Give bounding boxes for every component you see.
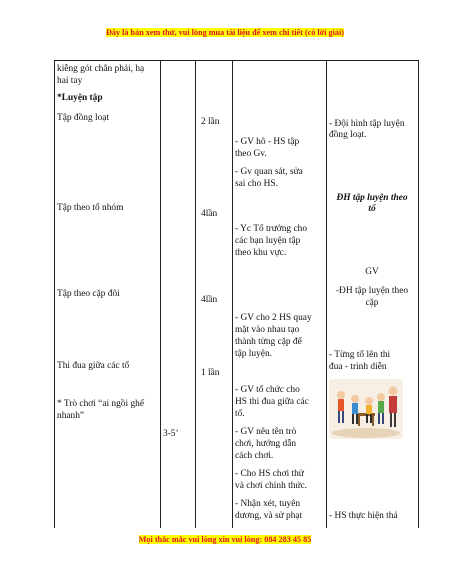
- preview-banner-text: Đây là bản xem thử, vui lòng mua tài liệu để xem chi tiết (có lời giải): [105, 28, 344, 37]
- teacher-activity: - Nhận xét, tuyên: [235, 499, 301, 509]
- practice-item-compete: Thi đua giữa các tổ: [57, 361, 130, 371]
- teacher-activity: cách chơi.: [235, 451, 274, 461]
- section-heading: *Luyện tập: [57, 93, 103, 103]
- teacher-activity: - GV nêu tên trò: [235, 427, 297, 437]
- repetitions: 1 lần: [201, 368, 220, 378]
- teacher-activity: thành từng cặp để: [235, 337, 302, 347]
- formation-text: - Đội hình tập luyện: [329, 119, 405, 129]
- intro-text: kiễng gót chân phải, hạ: [57, 64, 145, 74]
- teacher-activity: chơi, hướng dẫn: [235, 439, 297, 449]
- teacher-activity: theo Gv.: [235, 149, 267, 159]
- teacher-activity: các bạn luyện tập: [235, 236, 301, 246]
- preview-banner: [0, 28, 450, 37]
- practice-item-pair: Tập theo cặp đôi: [57, 289, 120, 299]
- practice-item-all: Tập đồng loạt: [57, 113, 110, 123]
- teacher-activity: - GV cho 2 HS quay: [235, 313, 312, 323]
- repetitions: 4lần: [201, 295, 218, 305]
- intro-text: hai tay: [57, 76, 83, 86]
- teacher-activity: HS thi đua giữa các: [235, 397, 309, 407]
- teacher-activity: - GV hô - HS tập: [235, 137, 300, 147]
- formation-text: [329, 129, 367, 141]
- formation-text: - HS thực hiện thả: [329, 511, 398, 521]
- game-item: nhanh”: [57, 411, 85, 421]
- teacher-activity: dương, và sử phạt: [235, 511, 303, 521]
- game-item: * Trò chơi “ai ngồi ghế: [57, 399, 144, 409]
- formation-text: đua - trình diễn: [329, 362, 387, 372]
- repetitions: 2 lần: [201, 117, 220, 127]
- teacher-activity: - Cho HS chơi thử: [235, 469, 304, 479]
- formation-title: cặp: [365, 298, 379, 308]
- teacher-activity: - Yc Tổ trưởng cho: [235, 224, 308, 234]
- teacher-activity: tổ.: [235, 409, 245, 419]
- column-divider: [160, 61, 161, 528]
- teacher-activity: - GV tổ chức cho: [235, 385, 300, 395]
- practice-item-group: Tập theo tổ nhóm: [57, 203, 124, 213]
- children-game-icon: [329, 379, 403, 439]
- students-playing-illustration: [329, 379, 403, 439]
- contact-banner: [0, 535, 450, 544]
- contact-banner-text: Mọi thắc mắc vui lòng xin vui lòng: 084 283 45 85: [138, 535, 312, 544]
- teacher-activity: mặt vào nhau tạo: [235, 325, 300, 335]
- column-divider: [195, 61, 196, 528]
- teacher-activity: sai cho HS.: [235, 179, 278, 189]
- repetitions: 4lần: [201, 209, 218, 219]
- teacher-label: GV: [365, 267, 379, 277]
- formation-text: đồng loạt.: [329, 130, 367, 140]
- formation-title: ĐH tập luyện theo: [336, 193, 408, 203]
- teacher-activity: theo khu vực.: [235, 248, 287, 258]
- teacher-activity: và chơi chính thức.: [235, 481, 307, 491]
- duration: 3-5’: [163, 429, 179, 439]
- formation-title: tổ: [368, 204, 376, 214]
- teacher-activity: tập luyện.: [235, 349, 272, 359]
- formation-title: -ĐH tập luyện theo: [335, 286, 409, 296]
- formation-text: - Từng tổ lên thi: [329, 350, 391, 360]
- column-divider: [232, 61, 233, 528]
- lesson-table: [54, 60, 419, 528]
- teacher-activity: - Gv quan sát, sửa: [235, 167, 303, 177]
